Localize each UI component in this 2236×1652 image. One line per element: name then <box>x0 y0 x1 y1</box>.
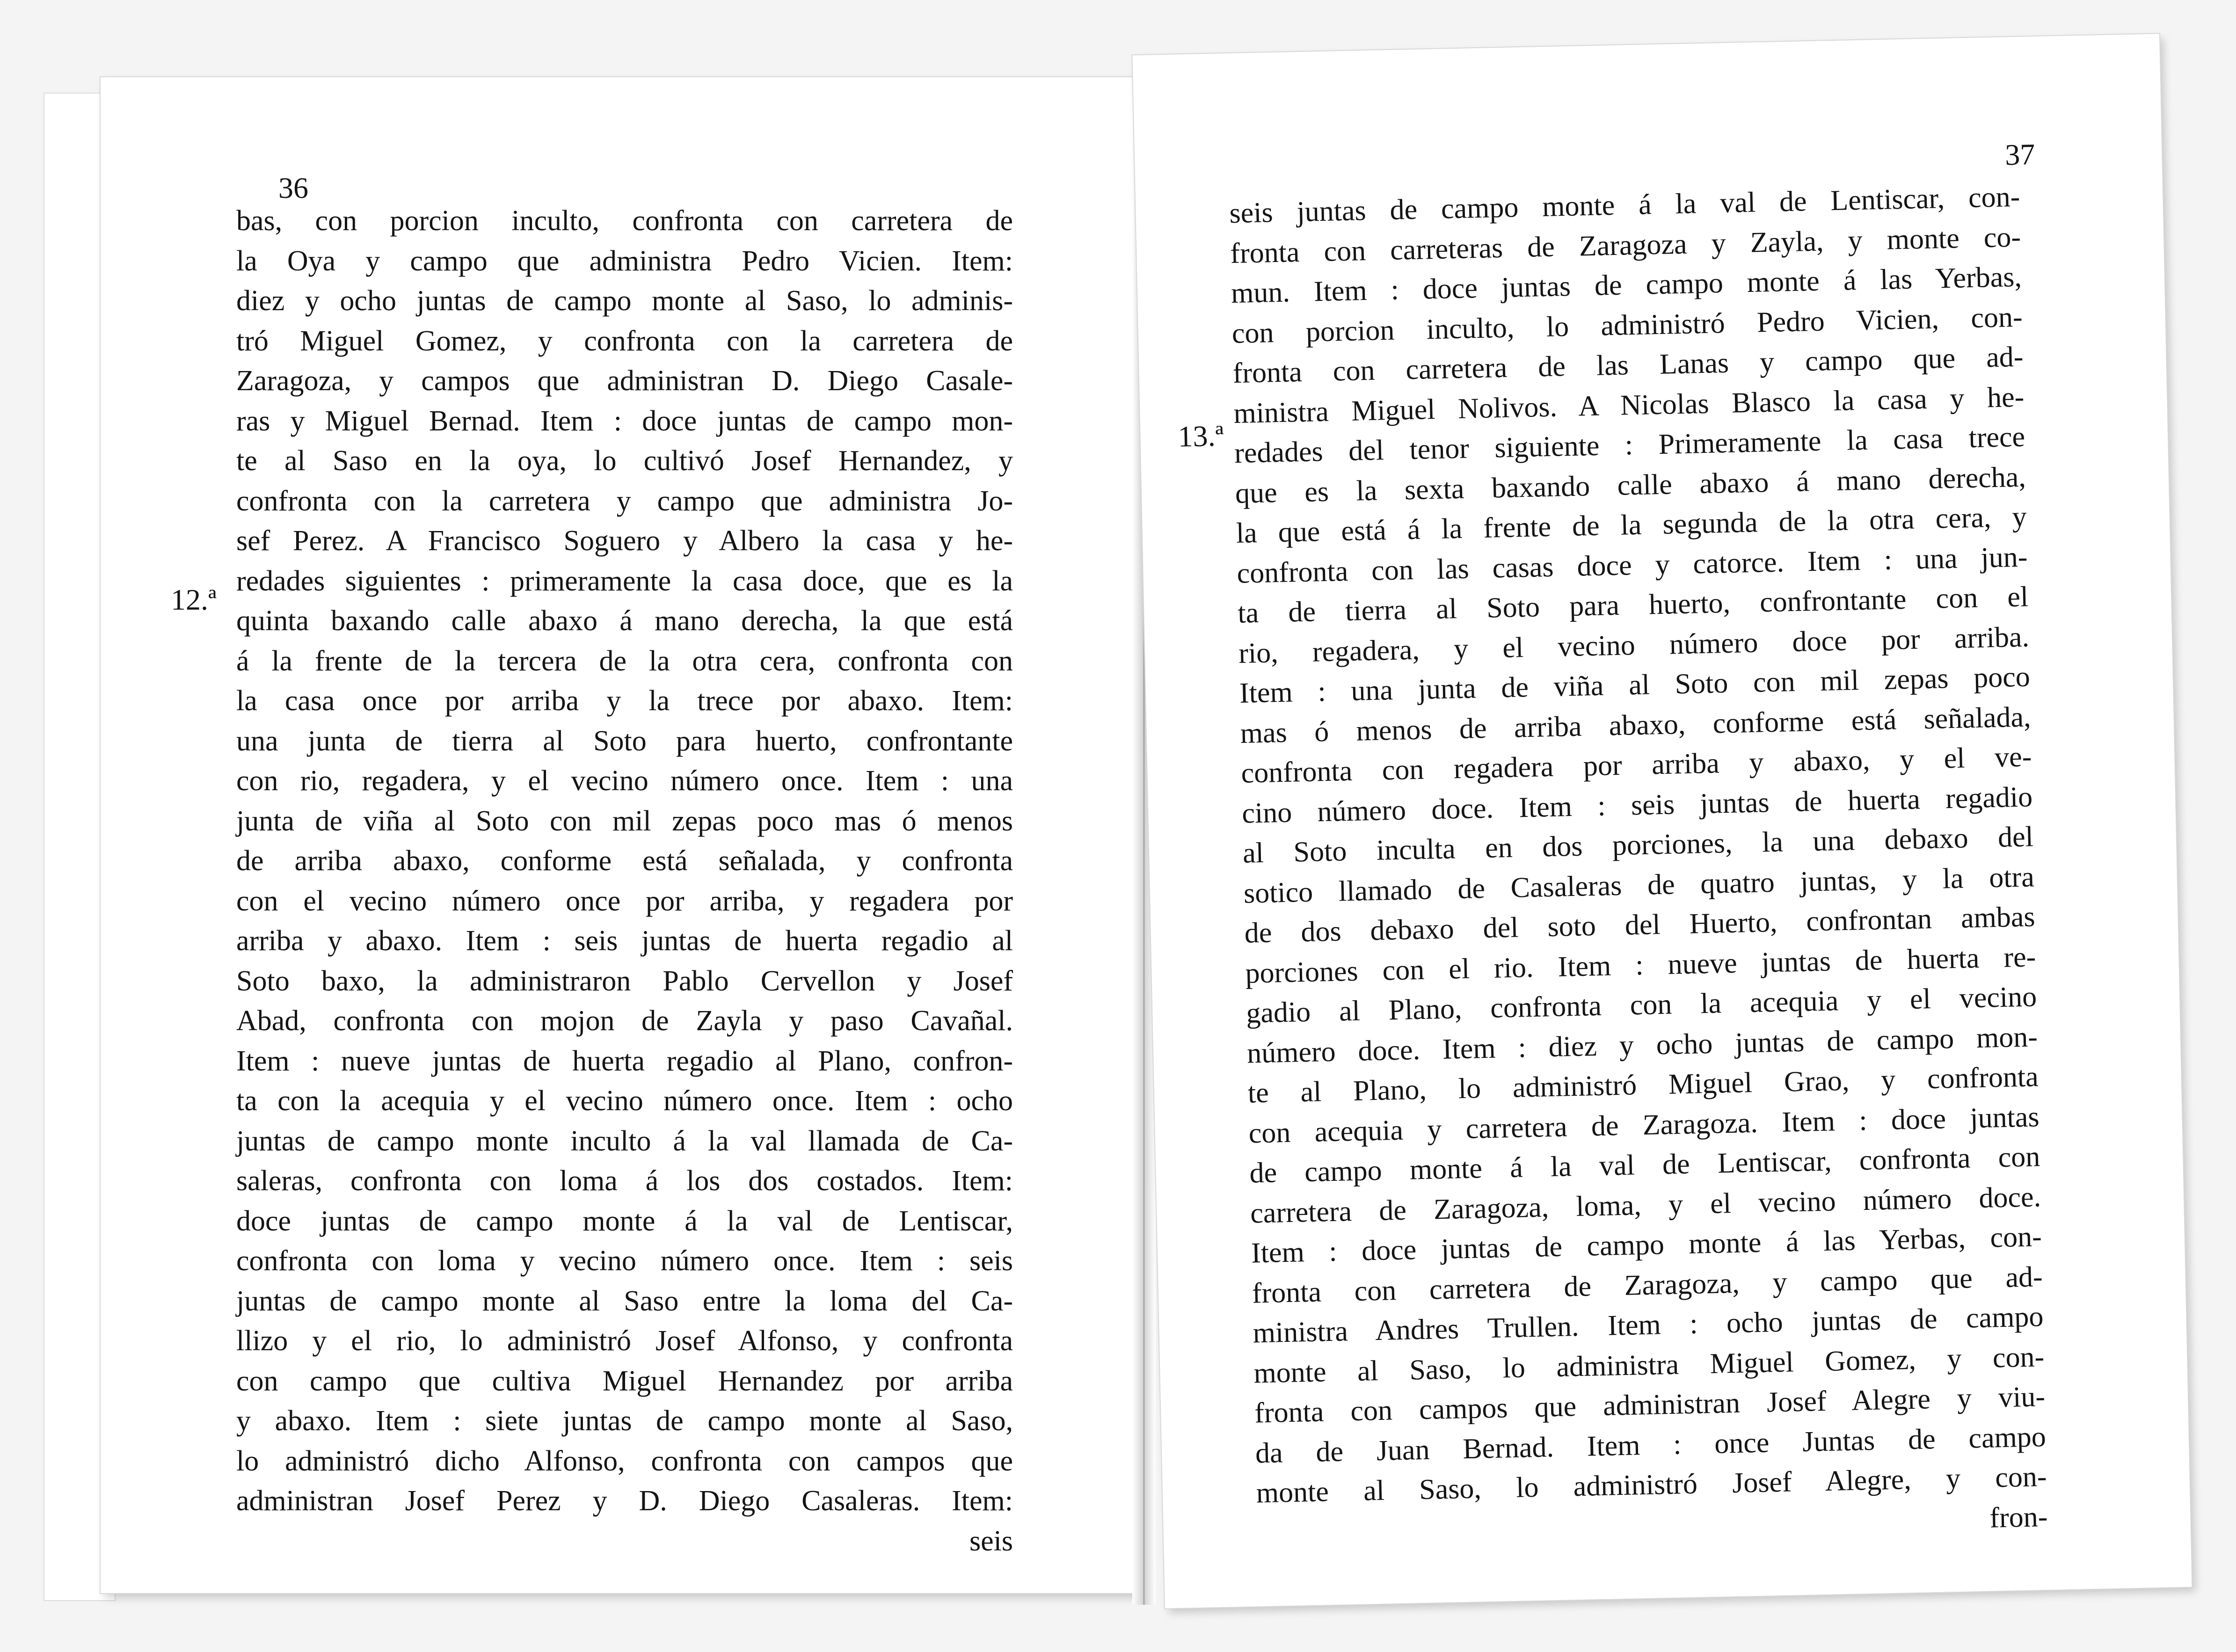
text-line: fronta con carreteras de Zaragoza y Zayla, y monte co- <box>1230 221 2021 269</box>
text-line: llizo y el rio, lo administró Josef Alfonso, y confronta <box>236 1325 1013 1357</box>
text-line: confronta con las casas doce y catorce. Item : una jun- <box>1236 541 2028 589</box>
text-line: saleras, confronta con loma á los dos costados. Item: <box>236 1165 1013 1197</box>
text-line: con porcion inculto, lo administró Pedro Vicien, con- <box>1231 301 2023 349</box>
body-text <box>236 201 1013 1561</box>
text-line: Item : una junta de viña al Soto con mil zepas poco <box>1239 661 2031 709</box>
text-line: redades siguientes : primeramente la casa doce, que es la <box>236 565 1013 597</box>
text-line: fron- <box>1989 1500 2048 1534</box>
text-line: monte al Saso, lo administró Josef Alegre, y con- <box>1256 1461 2047 1509</box>
text-line: Soto baxo, la administraron Pablo Cervellon y Josef <box>236 965 1013 997</box>
page-number: 37 <box>2004 138 2036 172</box>
page-number: 36 <box>278 171 308 204</box>
text-line: cino número doce. Item : seis juntas de huerta regadio <box>1241 780 2033 830</box>
text-line: la casa once por arriba y la trece por abaxo. Item: <box>236 685 1013 717</box>
text-line: juntas de campo monte inculto á la val llamada de Ca- <box>236 1125 1013 1157</box>
text-line: fronta con campos que administran Josef Alegre y viu- <box>1254 1381 2046 1429</box>
text-line: carretera de Zaragoza, loma, y el vecino número doce. <box>1250 1180 2041 1230</box>
text-line: la Oya y campo que administra Pedro Vicien. Item: <box>236 245 1013 277</box>
text-line: te al Plano, lo administró Miguel Grao, y confronta <box>1247 1061 2039 1109</box>
text-line: Zaragoza, y campos que administran D. Diego Casale- <box>236 365 1013 397</box>
text-line: Abad, confronta con mojon de Zayla y paso Cavañal. <box>236 1005 1013 1037</box>
text-line: de arriba abaxo, conforme está señalada, y confronta <box>236 845 1013 877</box>
body-text <box>1229 177 2048 1554</box>
text-line: con rio, regadera, y el vecino número once. Item : una <box>236 765 1013 797</box>
text-line: con acequia y carretera de Zaragoza. Item : doce juntas <box>1248 1100 2040 1150</box>
text-line: seis juntas de campo monte á la val de Lentiscar, con- <box>1229 181 2020 230</box>
text-line: rio, regadera, y el vecino número doce por arriba. <box>1238 620 2030 670</box>
text-line: ta con la acequia y el vecino número once. Item : ocho <box>236 1085 1013 1117</box>
left-page <box>101 77 1142 1593</box>
text-line: al Soto inculta en dos porciones, la una debaxo del <box>1242 821 2034 869</box>
text-line: á la frente de la tercera de la otra cera, confronta con <box>236 645 1013 677</box>
text-line: te al Saso en la oya, lo cultivó Josef Hernandez, y <box>236 445 1013 477</box>
text-line: diez y ocho juntas de campo monte al Saso, lo adminis- <box>236 285 1013 317</box>
text-line: ras y Miguel Bernad. Item : doce juntas de campo mon- <box>236 405 1013 437</box>
text-line: con el vecino número once por arriba, y regadera por <box>236 885 1013 917</box>
text-line: redades del tenor siguiente : Primeramente la casa trece <box>1234 421 2025 469</box>
text-line: junta de viña al Soto con mil zepas poco mas ó menos <box>236 805 1013 837</box>
text-line: lo administró dicho Alfonso, confronta con campos que <box>236 1445 1013 1477</box>
text-line: sef Perez. A Francisco Soguero y Albero la casa y he- <box>236 525 1013 557</box>
marginal-note: 12.ª <box>171 583 217 616</box>
text-line: mun. Item : doce juntas de campo monte á las Yerbas, <box>1231 261 2022 310</box>
text-line: fronta con carretera de Zaragoza, y campo que ad- <box>1252 1260 2043 1310</box>
text-line: Item : nueve juntas de huerta regadio al Plano, confron- <box>236 1045 1013 1077</box>
text-line: de campo monte á la val de Lentiscar, confronta con <box>1249 1141 2040 1189</box>
text-line: porciones con el rio. Item : nueve juntas de huerta re- <box>1245 940 2036 990</box>
text-line: juntas de campo monte al Saso entre la loma del Ca- <box>236 1285 1013 1317</box>
text-line: confronta con loma y vecino número once. Item : seis <box>236 1245 1013 1277</box>
text-line: confronta con la carretera y campo que administra Jo- <box>236 485 1013 517</box>
marginal-note: 13.ª <box>1177 419 1224 453</box>
text-line: de dos debaxo del soto del Huerto, confrontan ambas <box>1244 901 2036 949</box>
text-line: Item : doce juntas de campo monte á las Yerbas, con- <box>1251 1221 2042 1269</box>
text-line: una junta de tierra al Soto para huerto, confrontante <box>236 725 1013 757</box>
text-line: ministra Andres Trullen. Item : ocho juntas de campo <box>1253 1301 2044 1349</box>
text-line: que es la sexta baxando calle abaxo á mano derecha, <box>1235 461 2026 509</box>
text-line: seis <box>969 1525 1013 1557</box>
text-line: arriba y abaxo. Item : seis juntas de huerta regadio al <box>236 925 1013 957</box>
text-line: da de Juan Bernad. Item : once Juntas de campo <box>1255 1420 2047 1469</box>
text-line: gadio al Plano, confronta con la acequia y el vecino <box>1245 981 2037 1029</box>
text-line: tró Miguel Gomez, y confronta con la carretera de <box>236 325 1013 357</box>
text-line: ta de tierra al Soto para huerto, confrontante con el <box>1237 581 2029 629</box>
text-line: la que está á la frente de la segunda de la otra cera, y <box>1236 501 2027 549</box>
text-line: sotico llamado de Casaleras de quatro juntas, y la otra <box>1243 860 2035 910</box>
text-line: ministra Miguel Nolivos. A Nicolas Blasco la casa y he- <box>1233 381 2025 429</box>
right-page <box>1132 34 2192 1608</box>
text-line: bas, con porcion inculto, confronta con carretera de <box>236 205 1013 237</box>
text-line: con campo que cultiva Miguel Hernandez por arriba <box>236 1365 1013 1397</box>
text-line: monte al Saso, lo administra Miguel Gomez, y con- <box>1253 1340 2045 1390</box>
text-line: mas ó menos de arriba abaxo, conforme está señalada, <box>1240 700 2032 750</box>
text-line: quinta baxando calle abaxo á mano derecha, la que está <box>236 605 1013 637</box>
text-line: doce juntas de campo monte á la val de Lentiscar, <box>236 1205 1013 1237</box>
text-line: y abaxo. Item : siete juntas de campo monte al Saso, <box>236 1405 1013 1437</box>
text-line: número doce. Item : diez y ocho juntas de campo mon- <box>1246 1020 2038 1070</box>
text-line: administran Josef Perez y D. Diego Casaleras. Item: <box>236 1485 1013 1517</box>
text-line: fronta con carretera de las Lanas y campo que ad- <box>1232 341 2024 390</box>
text-line: confronta con regadera por arriba y abaxo, y el ve- <box>1240 741 2032 789</box>
